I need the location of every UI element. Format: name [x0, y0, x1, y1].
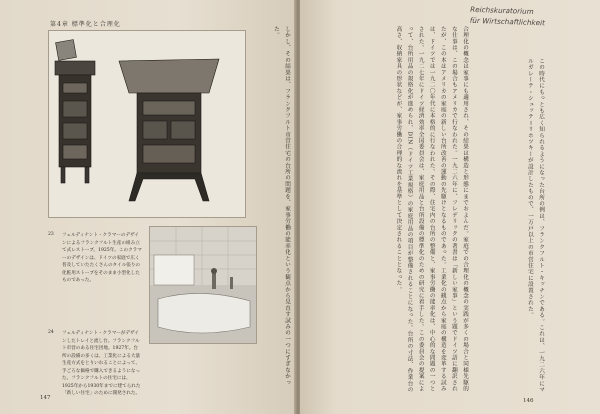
caption-number: 23 — [48, 232, 54, 237]
page-number: 146 — [523, 398, 534, 404]
handwritten-note — [470, 4, 599, 30]
right-body-text — [310, 26, 470, 394]
sink-illustration — [150, 227, 256, 343]
figure-caption: フェルディナント・クラマーがデザインしたトレイと流し台。フランクフルト市営のある住宅団地。1927年。台所の設備の多くは、工業化による大量生産方式をとりいれることによって、手ごろな価格で購入できるようになった。フランクフルトの住宅には、1925年から1930年までに建てられた「新しい住宅」のために開発された。 — [62, 331, 141, 396]
handwritten-line: Reichskuratorium — [470, 4, 534, 16]
caption-number: 24 — [48, 330, 54, 335]
body-paragraph: しかし、その結果は、フランクフルト市営住宅の台所の問題を、家事労働の能率化という観点から見直す試みの一つにすぎなかった。 — [272, 26, 290, 386]
left-body-text — [262, 26, 292, 394]
left-page — [0, 0, 296, 414]
sink-photograph — [149, 226, 257, 344]
body-paragraph: この時代にもっとも広く知られるようになった台所の例は、フランクフルト・キッチンである。これは、一九二六年にマルガレーテ・シュッテ＝リホツキーが設計したもので、一万戸以上の市営住宅に設置された。 — [526, 58, 544, 393]
right-body-text-continued — [472, 58, 546, 394]
running-head: 第4章 標準化と合理化 — [50, 21, 121, 28]
stove-illustration — [49, 31, 245, 217]
figure-caption: フェルディナント・クラマーのデザインによるフランクフルト生産の組み立て式レストーブ。1925年。このクラマーのデザインは、ドイツの家庭で広く普及していたたくさんのタイル張りの化粧用ストーブをそのまま小型化したものであった。 — [62, 233, 142, 283]
page-number: 147 — [40, 395, 51, 401]
stove-photograph — [48, 30, 246, 218]
body-paragraph: 合理化の概念は家事にも適用され、その結果は構造と形態にまでおよんだ。家庭での合理化の概念の実践が多くの場合と同様先駆的な仕事は、この場合もアメリカで行なわれた。一九二六年に、フレデリックの著書は「新しい家事」という題でドイツ語に翻訳されたが、この本はアメリカの家庭の新しい台所改善の運動の先駆けとなるものであった。工業化の観点から家庭の構造を変革する試みは、ドイツでは一九二〇年代に本格的に行なわれた。その際、住宅内の台所の整備と、家事労働の能率化は、中心的な問題の一つとされた。一九二七年にドイツ経済効率全国委員会は、家庭用品と台所設備の標準化のための研究に着手した。この委員会の提案によって、台所用品の規格化が進められ、DIN（ドイツ工業規格）の家庭用品の項目が整備されることになった。台所の寸法、作業台の高さ、収納家具の形状などが、家事労働の合理的な流れを基準として決定されることとなった。 — [395, 26, 468, 393]
handwritten-line: für Wirtschaftlichkeit — [469, 15, 546, 28]
